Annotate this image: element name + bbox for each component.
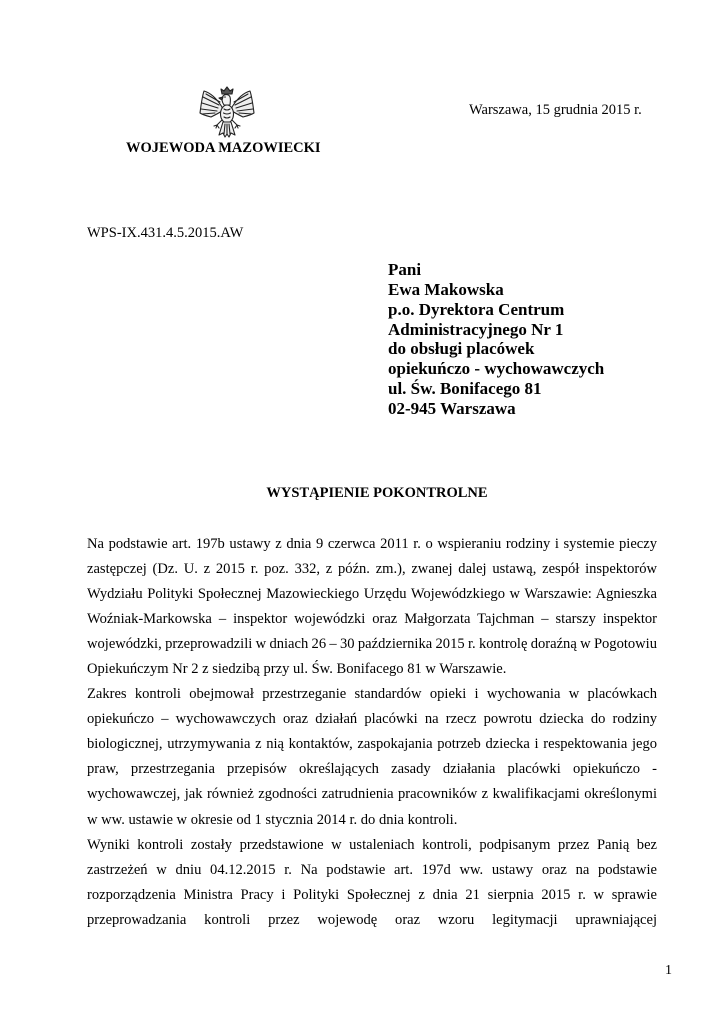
recipient-line: Administracyjnego Nr 1: [388, 319, 564, 339]
body-line: w ww. ustawie w okresie od 1 stycznia 2014 r. do dnia kontroli.: [87, 811, 458, 828]
place-and-date: Warszawa, 15 grudnia 2015 r.: [469, 102, 642, 118]
recipient-line: 02-945 Warszawa: [388, 399, 516, 419]
paragraph: [87, 532, 657, 682]
body-line: wojewódzki, przeprowadzili w dniach 26 – 30 października 2015 r. kontrolę doraźną w Pogotowiu: [87, 636, 657, 653]
recipient-line: opiekuńczo - wychowawczych: [388, 359, 605, 379]
body-line: zastępczej (Dz. U. z 2015 r. poz. 332, z późn. zm.), zwanej dalej ustawą, zespół inspektorów: [87, 561, 657, 578]
body-line: wychowawczej, jak również zgodności zatrudnienia pracowników z kwalifikacjami określonymi: [87, 786, 657, 803]
recipient-line: ul. Św. Bonifacego 81: [388, 379, 542, 399]
recipient-line: p.o. Dyrektora Centrum: [388, 299, 565, 319]
body-line: biologicznej, utrzymywania z nią kontaktów, zaspokajania potrzeb dziecka i respektowania jego: [87, 736, 657, 753]
paragraph: [87, 833, 657, 933]
paragraph: [87, 682, 657, 832]
body-line: Na podstawie art. 197b ustawy z dnia 9 czerwca 2011 r. o wspieraniu rodziny i systemie pieczy: [87, 536, 657, 552]
body-line: Opiekuńczym Nr 2 z siedzibą przy ul. Św. Bonifacego 81 w Warszawie.: [87, 661, 507, 678]
body-line: Wydziału Polityki Społecznej Mazowieckiego Urzędu Wojewódzkiego w Warszawie: Agnieszka: [87, 586, 657, 603]
letter-body: [87, 532, 657, 933]
page-number: 1: [665, 963, 672, 978]
body-line: zastrzeżeń w dniu 04.12.2015 r. Na podstawie art. 197d ww. ustawy oraz na podstawie: [87, 861, 657, 878]
recipient-address: [388, 260, 604, 419]
recipient-line: do obsługi placówek: [388, 339, 535, 359]
body-line: przeprowadzania kontroli przez wojewodę oraz wzoru legitymacji uprawniającej: [87, 911, 657, 928]
issuer-title: WOJEWODA MAZOWIECKI: [126, 140, 321, 156]
body-line: Wyniki kontroli zostały przedstawione w ustaleniach kontroli, podpisanym przez Panią bez: [87, 836, 657, 853]
body-line: Woźniak-Markowska – inspektor wojewódzki oraz Małgorzata Tajchman – starszy inspektor: [87, 611, 657, 628]
recipient-line: Ewa Makowska: [388, 279, 504, 299]
polish-eagle-emblem-icon: [197, 85, 257, 143]
recipient-line: Pani: [388, 260, 422, 279]
body-line: rozporządzenia Ministra Pracy i Polityki Społecznej z dnia 21 sierpnia 2015 r. w sprawie: [87, 886, 657, 903]
eagle-emblem-graphic: [197, 85, 257, 143]
document-title: WYSTĄPIENIE POKONTROLNE: [266, 485, 488, 501]
body-line: praw, przestrzegania przepisów określających zasady działania placówki opiekuńczo -: [87, 761, 657, 778]
body-line: opiekuńczo – wychowawczych oraz działań placówki na rzecz powrotu dziecka do rodziny: [87, 711, 657, 728]
body-line: Zakres kontroli obejmował przestrzeganie standardów opieki i wychowania w placówkach: [87, 686, 657, 703]
reference-number: WPS-IX.431.4.5.2015.AW: [87, 225, 244, 241]
